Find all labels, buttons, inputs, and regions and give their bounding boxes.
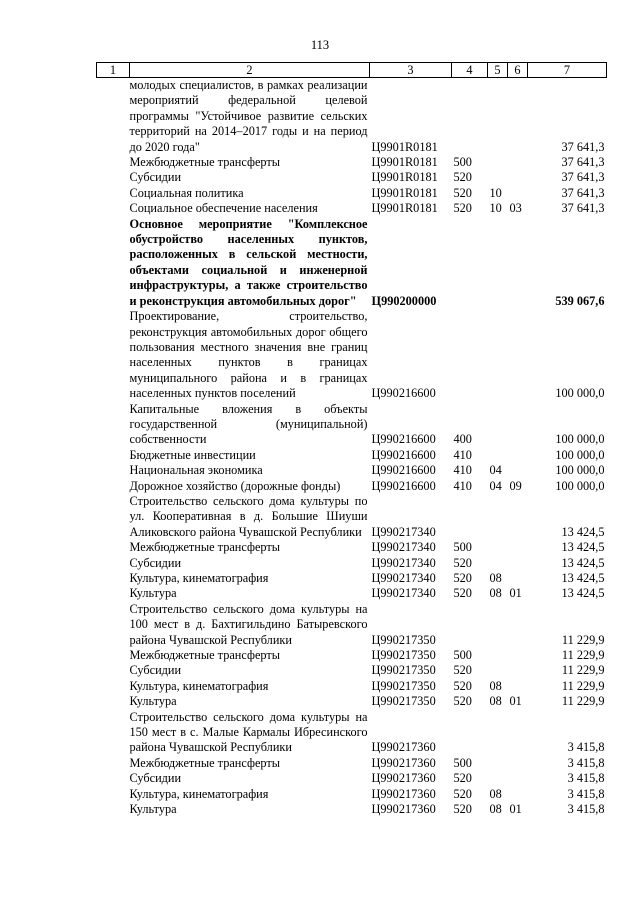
row-number-cell: [97, 694, 130, 709]
table-row: [97, 479, 607, 494]
section-cell: 08: [489, 786, 502, 801]
row-number-cell: [97, 402, 130, 448]
section-cell: [488, 756, 508, 771]
expense-type-cell: 500: [453, 540, 472, 555]
expense-type-cell: [452, 78, 488, 156]
row-number-cell: [97, 186, 130, 201]
section-cell: 04: [489, 463, 502, 478]
target-code-cell: Ц990217340: [371, 586, 436, 601]
section-cell: [488, 710, 508, 756]
section-cell: [488, 494, 508, 540]
section-cell: 08: [489, 694, 502, 709]
header-cell: 2: [130, 63, 370, 78]
amount-cell: 100 000,0: [555, 463, 605, 478]
target-code-cell: Ц990217340: [371, 571, 436, 585]
subsection-cell: [508, 663, 528, 678]
expense-type-cell: 520: [453, 555, 472, 570]
item-name-cell: Культура, кинематография: [129, 678, 269, 693]
subsection-cell: [508, 463, 528, 478]
expense-type-cell: 410: [453, 447, 472, 462]
header-cell: 3: [370, 63, 452, 78]
section-cell: 08: [489, 678, 502, 693]
target-code-cell: Ц990217340: [371, 555, 436, 570]
amount-cell: 100 000,0: [555, 386, 605, 401]
section-cell: [488, 78, 508, 156]
amount-cell: 37 641,3: [561, 155, 605, 170]
section-cell: [488, 663, 508, 678]
amount-cell: 3 415,8: [567, 771, 605, 786]
item-name-cell: Культура, кинематография: [129, 786, 269, 801]
table-row: [97, 402, 607, 448]
amount-cell: 11 229,9: [561, 694, 605, 709]
table-row: [97, 663, 607, 678]
item-name-cell: Межбюджетные трансферты: [129, 540, 281, 555]
expense-type-cell: 520: [453, 571, 472, 585]
target-code-cell: Ц990217360: [371, 771, 436, 786]
item-name-cell: Субсидии: [129, 170, 182, 185]
table-row: [97, 448, 607, 463]
table-row: [97, 540, 607, 555]
section-cell: [488, 648, 508, 663]
item-name-cell: Национальная экономика: [129, 463, 263, 478]
header-cell: 1: [97, 63, 130, 78]
table-body: [97, 78, 607, 818]
section-cell: [488, 155, 508, 170]
section-cell: 08: [489, 571, 502, 585]
row-number-cell: [97, 201, 130, 216]
expense-type-cell: 520: [453, 694, 472, 709]
table-row: [97, 694, 607, 709]
target-code-cell: Ц990200000: [371, 293, 437, 308]
amount-cell: 100 000,0: [555, 447, 605, 462]
target-code-cell: Ц9901R0181: [371, 139, 438, 154]
target-code-cell: Ц9901R0181: [371, 185, 438, 200]
table-row: [97, 170, 607, 185]
expense-type-cell: 500: [453, 755, 472, 770]
subsection-cell: [508, 402, 528, 448]
row-number-cell: [97, 787, 130, 802]
amount-cell: 3 415,8: [567, 755, 605, 770]
amount-cell: 37 641,3: [561, 185, 605, 200]
row-number-cell: [97, 802, 130, 817]
row-number-cell: [97, 479, 130, 494]
expense-type-cell: 520: [453, 185, 472, 200]
amount-cell: 13 424,5: [561, 540, 605, 555]
section-cell: [488, 217, 508, 309]
item-name-cell: Субсидии: [129, 771, 182, 786]
item-name-cell: Межбюджетные трансферты: [129, 648, 281, 663]
subsection-cell: 01: [509, 586, 522, 601]
section-cell: 04: [489, 478, 502, 493]
target-code-cell: Ц990216600: [371, 386, 436, 401]
expense-type-cell: [452, 710, 488, 756]
target-code-cell: Ц990217360: [371, 786, 436, 801]
row-number-cell: [97, 556, 130, 571]
expense-type-cell: 520: [453, 786, 472, 801]
table-row: [97, 309, 607, 401]
header-cell: 5: [488, 63, 508, 78]
item-name-cell: Субсидии: [129, 663, 182, 678]
table-row: [97, 787, 607, 802]
subsection-cell: [508, 540, 528, 555]
item-name-cell: Культура, кинематография: [129, 571, 269, 585]
table-row: [97, 155, 607, 170]
column-number-header: [97, 63, 607, 78]
table-row: [97, 186, 607, 201]
amount-cell: 37 641,3: [561, 201, 605, 216]
target-code-cell: Ц990217340: [371, 524, 436, 539]
target-code-cell: Ц990217350: [371, 648, 436, 663]
row-number-cell: [97, 710, 130, 756]
item-name-cell: Культура: [129, 802, 177, 817]
row-number-cell: [97, 155, 130, 170]
subsection-cell: [508, 771, 528, 786]
subsection-cell: [508, 787, 528, 802]
amount-cell: 13 424,5: [561, 571, 605, 585]
item-name-cell: Культура: [129, 586, 177, 601]
section-cell: [488, 556, 508, 571]
header-cell: 4: [452, 63, 488, 78]
item-name-cell: Межбюджетные трансферты: [129, 755, 281, 770]
section-cell: 10: [489, 201, 502, 216]
section-cell: 08: [489, 586, 502, 601]
section-cell: [488, 602, 508, 648]
table-row: [97, 571, 607, 586]
subsection-cell: [508, 756, 528, 771]
amount-cell: 37 641,3: [561, 139, 605, 154]
row-number-cell: [97, 756, 130, 771]
row-number-cell: [97, 78, 130, 156]
row-number-cell: [97, 217, 130, 309]
subsection-cell: [508, 602, 528, 648]
row-number-cell: [97, 679, 130, 694]
amount-cell: 3 415,8: [567, 802, 605, 817]
subsection-cell: [508, 186, 528, 201]
target-code-cell: Ц990217360: [371, 740, 436, 755]
table-row: [97, 771, 607, 786]
subsection-cell: 03: [509, 201, 522, 216]
expense-type-cell: 410: [453, 478, 472, 493]
row-number-cell: [97, 648, 130, 663]
amount-cell: 11 229,9: [561, 678, 605, 693]
amount-cell: 13 424,5: [561, 586, 605, 601]
target-code-cell: Ц9901R0181: [371, 155, 438, 170]
subsection-cell: [508, 78, 528, 156]
item-name-cell: Социальное обеспечение населения: [129, 201, 318, 216]
amount-cell: 100 000,0: [555, 478, 605, 493]
section-cell: 10: [489, 185, 502, 200]
target-code-cell: Ц990217360: [371, 802, 436, 817]
expense-type-cell: 520: [453, 170, 472, 185]
table-row: [97, 602, 607, 648]
table-row: [97, 494, 607, 540]
subsection-cell: [508, 309, 528, 401]
expense-type-cell: 400: [453, 432, 472, 447]
row-number-cell: [97, 771, 130, 786]
row-number-cell: [97, 448, 130, 463]
row-number-cell: [97, 463, 130, 478]
item-name-cell: Культура: [129, 694, 177, 709]
target-code-cell: Ц990216600: [371, 432, 436, 447]
subsection-cell: [508, 170, 528, 185]
item-name-cell: Субсидии: [129, 555, 182, 570]
target-code-cell: Ц990216600: [371, 447, 436, 462]
amount-cell: 3 415,8: [567, 786, 605, 801]
amount-cell: 11 229,9: [561, 648, 605, 663]
expense-type-cell: [452, 309, 488, 401]
expense-type-cell: 410: [453, 463, 472, 478]
subsection-cell: [508, 494, 528, 540]
subsection-cell: [508, 648, 528, 663]
row-number-cell: [97, 663, 130, 678]
target-code-cell: Ц990217340: [371, 540, 436, 555]
target-code-cell: Ц990217360: [371, 755, 436, 770]
target-code-cell: Ц990217350: [371, 663, 436, 678]
amount-cell: 13 424,5: [561, 524, 605, 539]
target-code-cell: Ц990216600: [371, 463, 436, 478]
table-row: [97, 679, 607, 694]
target-code-cell: Ц9901R0181: [371, 201, 438, 216]
item-name-cell: Капитальные вложения в объекты государственной (муниципальной) собственности: [129, 401, 368, 447]
table-row: [97, 78, 607, 156]
expense-type-cell: 500: [453, 155, 472, 170]
expense-type-cell: 520: [453, 663, 472, 678]
row-number-cell: [97, 540, 130, 555]
row-number-cell: [97, 571, 130, 586]
subsection-cell: 01: [509, 802, 522, 817]
amount-cell: 3 415,8: [567, 740, 605, 755]
subsection-cell: [508, 571, 528, 586]
table-row: [97, 201, 607, 216]
expense-type-cell: 520: [453, 201, 472, 216]
section-cell: [488, 540, 508, 555]
subsection-cell: [508, 217, 528, 309]
amount-cell: 11 229,9: [561, 663, 605, 678]
item-name-cell: Строительство сельского дома культуры на 100 мест в д. Бахтигильдино Батыревского района Чувашской Республики: [129, 601, 368, 647]
subsection-cell: [508, 155, 528, 170]
table-row: [97, 802, 607, 817]
expense-type-cell: 520: [453, 678, 472, 693]
expense-type-cell: [452, 217, 488, 309]
amount-cell: 13 424,5: [561, 555, 605, 570]
item-name-cell: Межбюджетные трансферты: [129, 155, 281, 170]
table-row: [97, 648, 607, 663]
page-number: 113: [310, 38, 330, 52]
row-number-cell: [97, 494, 130, 540]
item-name-cell: Проектирование, строительство, реконструкция автомобильных дорог общего пользования местного значения вне границ населенных пунктов в границах муниципального района и в границах населенных пунктов поселений: [129, 309, 368, 401]
header-cell: 6: [508, 63, 528, 78]
subsection-cell: 01: [509, 694, 522, 709]
table-row: [97, 463, 607, 478]
subsection-cell: 09: [509, 478, 522, 493]
row-number-cell: [97, 170, 130, 185]
amount-cell: 539 067,6: [555, 293, 605, 308]
subsection-cell: [508, 448, 528, 463]
amount-cell: 37 641,3: [561, 170, 605, 185]
table-row: [97, 756, 607, 771]
expense-type-cell: 520: [453, 802, 472, 817]
subsection-cell: [508, 710, 528, 756]
section-cell: 08: [489, 802, 502, 817]
header-cell: 7: [528, 63, 607, 78]
subsection-cell: [508, 679, 528, 694]
table-row: [97, 586, 607, 601]
section-cell: [488, 402, 508, 448]
expense-type-cell: 520: [453, 771, 472, 786]
budget-table: [96, 62, 607, 818]
section-cell: [488, 448, 508, 463]
item-name-cell: Основное мероприятие "Комплексное обустройство населенных пунктов, расположенных в сельской местности, объектами социальной и инженерной инфраструктуры, а также строительство и реконструкция автомобильных дорог": [129, 216, 368, 308]
item-name-cell: Социальная политика: [129, 185, 244, 200]
item-name-cell: Бюджетные инвестиции: [129, 447, 256, 462]
target-code-cell: Ц990217350: [371, 678, 436, 693]
section-cell: [488, 170, 508, 185]
row-number-cell: [97, 586, 130, 601]
target-code-cell: Ц990217350: [371, 632, 436, 647]
expense-type-cell: 500: [453, 648, 472, 663]
expense-type-cell: [452, 602, 488, 648]
target-code-cell: Ц990216600: [371, 478, 436, 493]
section-cell: [488, 309, 508, 401]
item-name-cell: молодых специалистов, в рамках реализации мероприятий федеральной целевой программы "Устойчивое развитие сельских территорий на 2014–2017 годы и на период до 2020 года": [129, 78, 368, 154]
target-code-cell: Ц9901R0181: [371, 170, 438, 185]
row-number-cell: [97, 309, 130, 401]
expense-type-cell: [452, 494, 488, 540]
expense-type-cell: 520: [453, 586, 472, 601]
item-name-cell: Дорожное хозяйство (дорожные фонды): [129, 478, 341, 493]
section-cell: [488, 771, 508, 786]
table-row: [97, 217, 607, 309]
target-code-cell: Ц990217350: [371, 694, 436, 709]
amount-cell: 11 229,9: [561, 632, 605, 647]
table-row: [97, 556, 607, 571]
subsection-cell: [508, 556, 528, 571]
item-name-cell: Строительство сельского дома культуры по ул. Кооперативная в д. Большие Шиуши Аликовского района Чувашской Республики: [129, 493, 368, 539]
table-row: [97, 710, 607, 756]
row-number-cell: [97, 602, 130, 648]
amount-cell: 100 000,0: [555, 432, 605, 447]
item-name-cell: Строительство сельского дома культуры на 150 мест в с. Малые Кармалы Ибресинского района Чувашской Республики: [129, 709, 368, 755]
